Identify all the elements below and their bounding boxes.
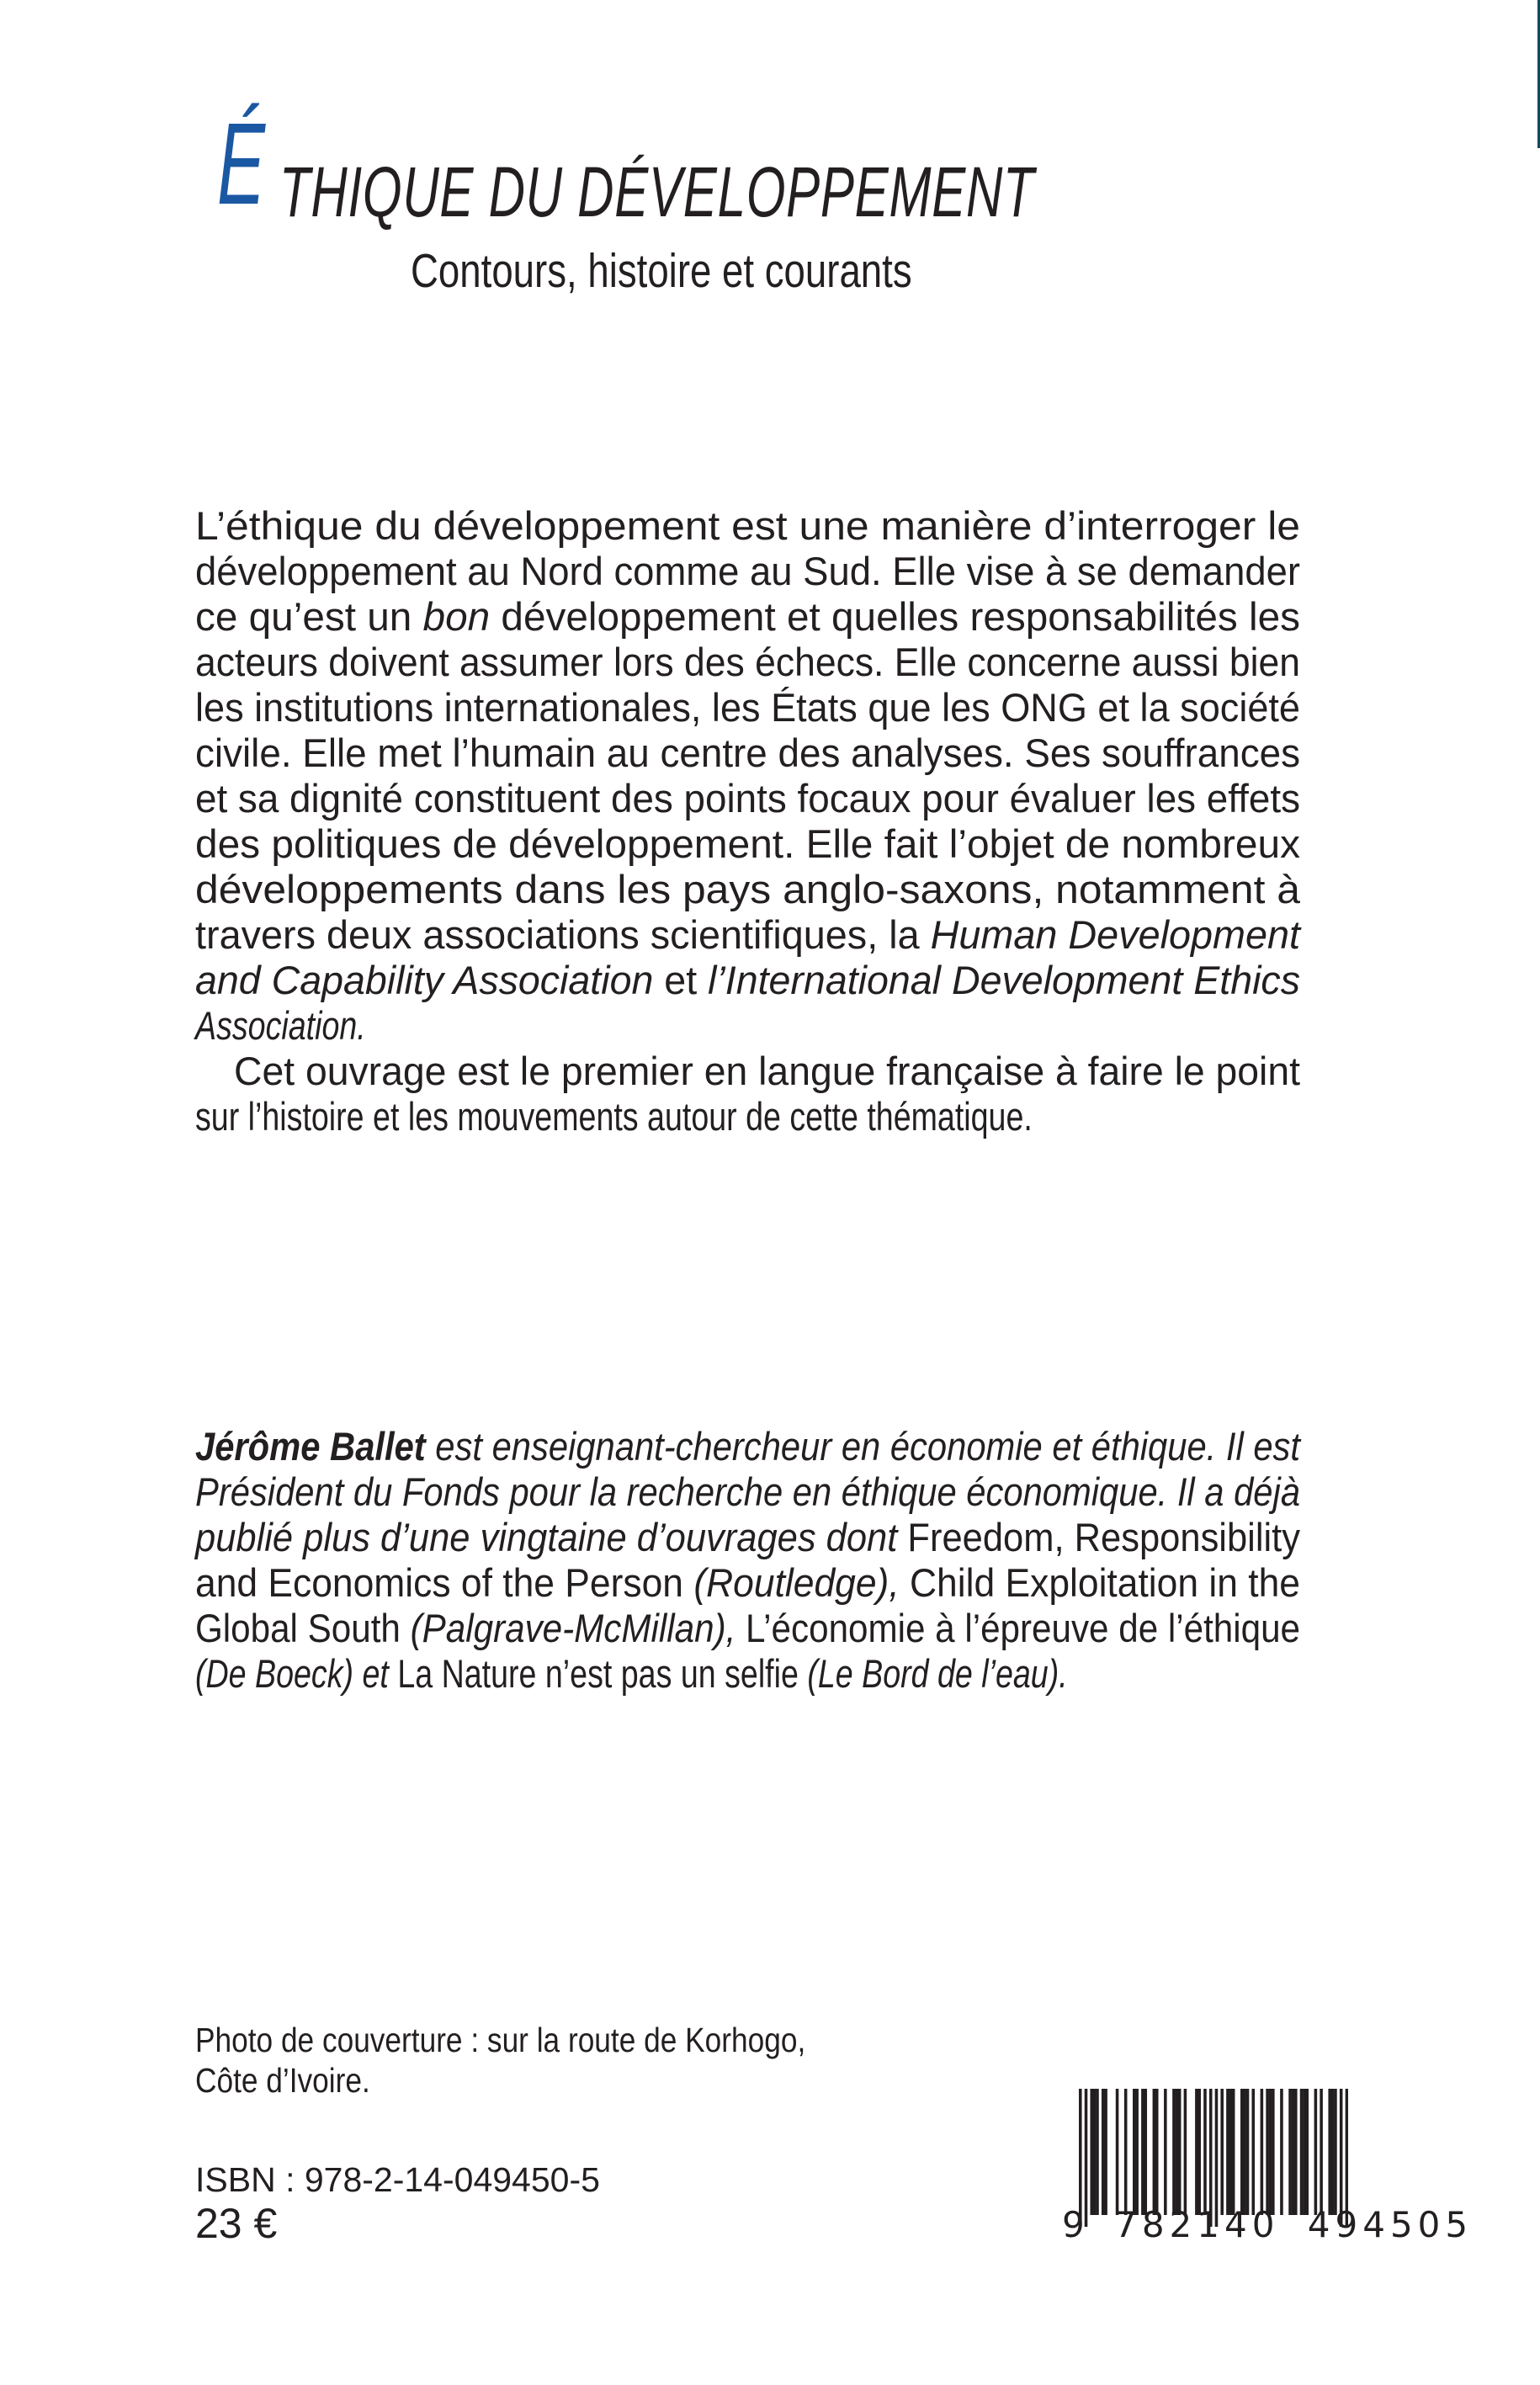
text-line (195, 549, 1300, 594)
text-segment: bon (422, 594, 491, 639)
book-title (217, 99, 1311, 231)
text-line (195, 1651, 1300, 1697)
text-line (195, 1606, 1300, 1651)
text-segment: l’International Development Ethics (708, 958, 1300, 1002)
text-line (195, 594, 1300, 640)
text-line (195, 1094, 1300, 1139)
text-segment: publié plus d’une vingtaine d’ouvrages dont (195, 1515, 908, 1559)
photo-credit-line-2: Côte d’Ivoire. (195, 2061, 370, 2100)
author-name: Jérôme Ballet (195, 1424, 426, 1469)
text-segment: (De Boeck) (195, 1651, 354, 1696)
text-segment: civile. Elle met l’humain au centre des analyses. Ses souffrances (195, 730, 1300, 775)
text-line (195, 685, 1300, 730)
text-line (195, 503, 1300, 549)
barcode-left-group: 782140 (1114, 2204, 1280, 2245)
text-segment: Human Development (930, 912, 1300, 957)
text-segment: acteurs doivent assumer lors des échecs. Elle concerne aussi bien (195, 640, 1300, 684)
text-line (195, 1049, 1300, 1094)
text-segment: travers deux associations scientifiques, la (195, 912, 931, 957)
photo-credit (195, 2020, 905, 2101)
barcode-digits (1062, 2204, 1474, 2245)
price-label: 23 € (195, 2200, 278, 2247)
text-segment: sur l’histoire et les mouvements autour de cette thématique. (195, 1094, 1033, 1139)
photo-credit-line-1: Photo de couverture : sur la route de Korhogo, (195, 2021, 806, 2059)
text-line (195, 776, 1300, 821)
barcode-first-digit: 9 (1062, 2204, 1090, 2245)
text-line (195, 867, 1300, 912)
text-segment: est enseignant-chercheur en économie et éthique. Il est (425, 1424, 1300, 1469)
text-segment: La Nature n’est pas un selfie (397, 1651, 808, 1696)
text-segment: Cet ouvrage est le premier en langue française à faire le point (234, 1049, 1300, 1093)
book-subtitle: Contours, histoire et courants (411, 244, 912, 298)
text-segment: et sa dignité constituent des points focaux pour évaluer les effets (195, 776, 1300, 821)
text-segment: and Capability Association (195, 958, 654, 1002)
title-text: THIQUE DU DÉVELOPPEMENT (279, 152, 1035, 231)
text-segment: Président du Fonds pour la recherche en éthique économique. Il a déjà (195, 1469, 1300, 1514)
text-segment: (Routledge), (693, 1560, 900, 1605)
text-segment: développements dans les pays anglo-saxons, notamment à (195, 867, 1300, 911)
text-line (195, 1424, 1300, 1469)
text-line (195, 1469, 1300, 1515)
text-line (195, 958, 1300, 1003)
text-segment: Freedom, Responsibility (907, 1515, 1300, 1559)
text-segment: L’éthique du développement est une manière d’interroger le (195, 503, 1300, 548)
blurb-text (195, 503, 1300, 1139)
barcode-right-group: 494505 (1307, 2204, 1474, 2245)
text-segment: les institutions internationales, les États que les ONG et la société (195, 685, 1300, 730)
text-line (195, 912, 1300, 958)
text-line (195, 730, 1300, 776)
text-line (195, 1003, 1300, 1049)
text-segment: ce qu’est un (195, 594, 423, 639)
text-line (195, 1560, 1300, 1606)
text-line (195, 640, 1300, 685)
text-line (195, 821, 1300, 867)
text-segment: Association. (195, 1003, 366, 1048)
text-segment: et (653, 958, 709, 1002)
text-segment: développement et quelles responsabilités les (490, 594, 1300, 639)
text-segment: Global South (195, 1606, 411, 1650)
text-segment: des politiques de développement. Elle fait l’objet de nombreux (195, 821, 1300, 866)
text-segment: développement au Nord comme au Sud. Elle vise à se demander (195, 549, 1300, 593)
text-segment: Child Exploitation in the (899, 1560, 1300, 1605)
text-segment: et (353, 1651, 398, 1696)
author-bio (195, 1424, 1300, 1697)
text-line (195, 1515, 1300, 1560)
text-segment: (Le Bord de l’eau). (807, 1651, 1068, 1696)
isbn-label: ISBN : 978-2-14-049450-5 (195, 2160, 600, 2199)
text-segment: L’économie à l’épreuve de l’éthique (735, 1606, 1300, 1650)
text-segment: (Palgrave-McMillan), (410, 1606, 736, 1650)
text-segment: and Economics of the Person (195, 1560, 694, 1605)
title-initial-letter: É (217, 99, 266, 229)
